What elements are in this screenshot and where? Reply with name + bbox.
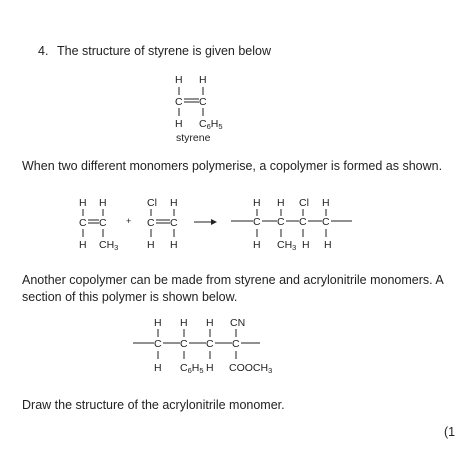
atom-cl: Cl xyxy=(147,197,157,209)
atom-h: H xyxy=(180,317,188,329)
atom-c: C xyxy=(79,217,87,229)
atom-h: H xyxy=(175,118,183,130)
atom-h: H xyxy=(170,197,178,209)
group-c6h5-sub5: 5 xyxy=(218,122,223,131)
another-copolymer-text-line1: Another copolymer can be made from styrene and acrylonitrile monomers. A xyxy=(22,273,444,287)
group-c6h5-h: H xyxy=(191,362,200,374)
atom-c: C xyxy=(277,216,285,228)
group-c6h5-c: C xyxy=(180,362,188,374)
atom-c: C xyxy=(99,217,107,229)
group-cooch3 xyxy=(229,362,272,375)
marks-indicator: (1 xyxy=(444,425,455,439)
atom-h: H xyxy=(154,317,162,329)
atom-c: C xyxy=(199,96,207,108)
group-cn: CN xyxy=(230,317,246,329)
group-cooch3-sub3: 3 xyxy=(268,366,273,375)
atom-h: H xyxy=(79,239,87,251)
atom-h: H xyxy=(175,74,183,86)
group-ch3-ch: CH xyxy=(277,239,293,251)
atom-h: H xyxy=(206,317,214,329)
group-ch3-ch: CH xyxy=(99,239,115,251)
atom-h: H xyxy=(253,197,261,209)
atom-c: C xyxy=(154,338,162,350)
atom-c: C xyxy=(147,217,155,229)
atom-h: H xyxy=(277,197,285,209)
atom-c: C xyxy=(206,338,214,350)
atom-h: H xyxy=(199,74,207,86)
atom-c: C xyxy=(175,96,183,108)
draw-task-text: Draw the structure of the acrylonitrile monomer. xyxy=(22,398,285,412)
atom-h: H xyxy=(154,362,162,374)
atom-h: H xyxy=(99,197,107,209)
atom-h: H xyxy=(302,239,310,251)
another-copolymer-text-line2: section of this polymer is shown below. xyxy=(22,290,238,304)
atom-c: C xyxy=(232,338,240,350)
group-c6h5-c: C xyxy=(199,118,207,130)
group-c6h5-sub5: 5 xyxy=(199,366,204,375)
group-c6h5 xyxy=(180,362,204,375)
group-ch3-sub3: 3 xyxy=(292,243,297,252)
atom-c: C xyxy=(180,338,188,350)
copolymer-intro-text: When two different monomers polymerise, a copolymer is formed as shown. xyxy=(22,159,443,173)
plus-sign: + xyxy=(126,216,132,226)
question-number: 4. xyxy=(38,44,49,58)
atom-c: C xyxy=(253,216,261,228)
atom-h: H xyxy=(253,239,261,251)
atom-h: H xyxy=(79,197,87,209)
group-ch3-sub3: 3 xyxy=(114,243,119,252)
atom-h: H xyxy=(206,362,214,374)
atom-h: H xyxy=(147,239,155,251)
styrene-label: styrene xyxy=(176,132,211,144)
group-c6h5-sub6: 6 xyxy=(187,366,192,375)
group-cooch3-cooch: COOCH xyxy=(229,362,269,374)
atom-h: H xyxy=(322,197,330,209)
atom-h: H xyxy=(324,239,332,251)
atom-c: C xyxy=(322,216,330,228)
styrene-intro-text: The structure of styrene is given below xyxy=(57,44,271,58)
atom-cl: Cl xyxy=(299,197,309,209)
group-c6h5-h: H xyxy=(210,118,219,130)
atom-c: C xyxy=(299,216,307,228)
group-c6h5-sub6: 6 xyxy=(206,122,211,131)
atom-c: C xyxy=(170,217,178,229)
atom-h: H xyxy=(170,239,178,251)
